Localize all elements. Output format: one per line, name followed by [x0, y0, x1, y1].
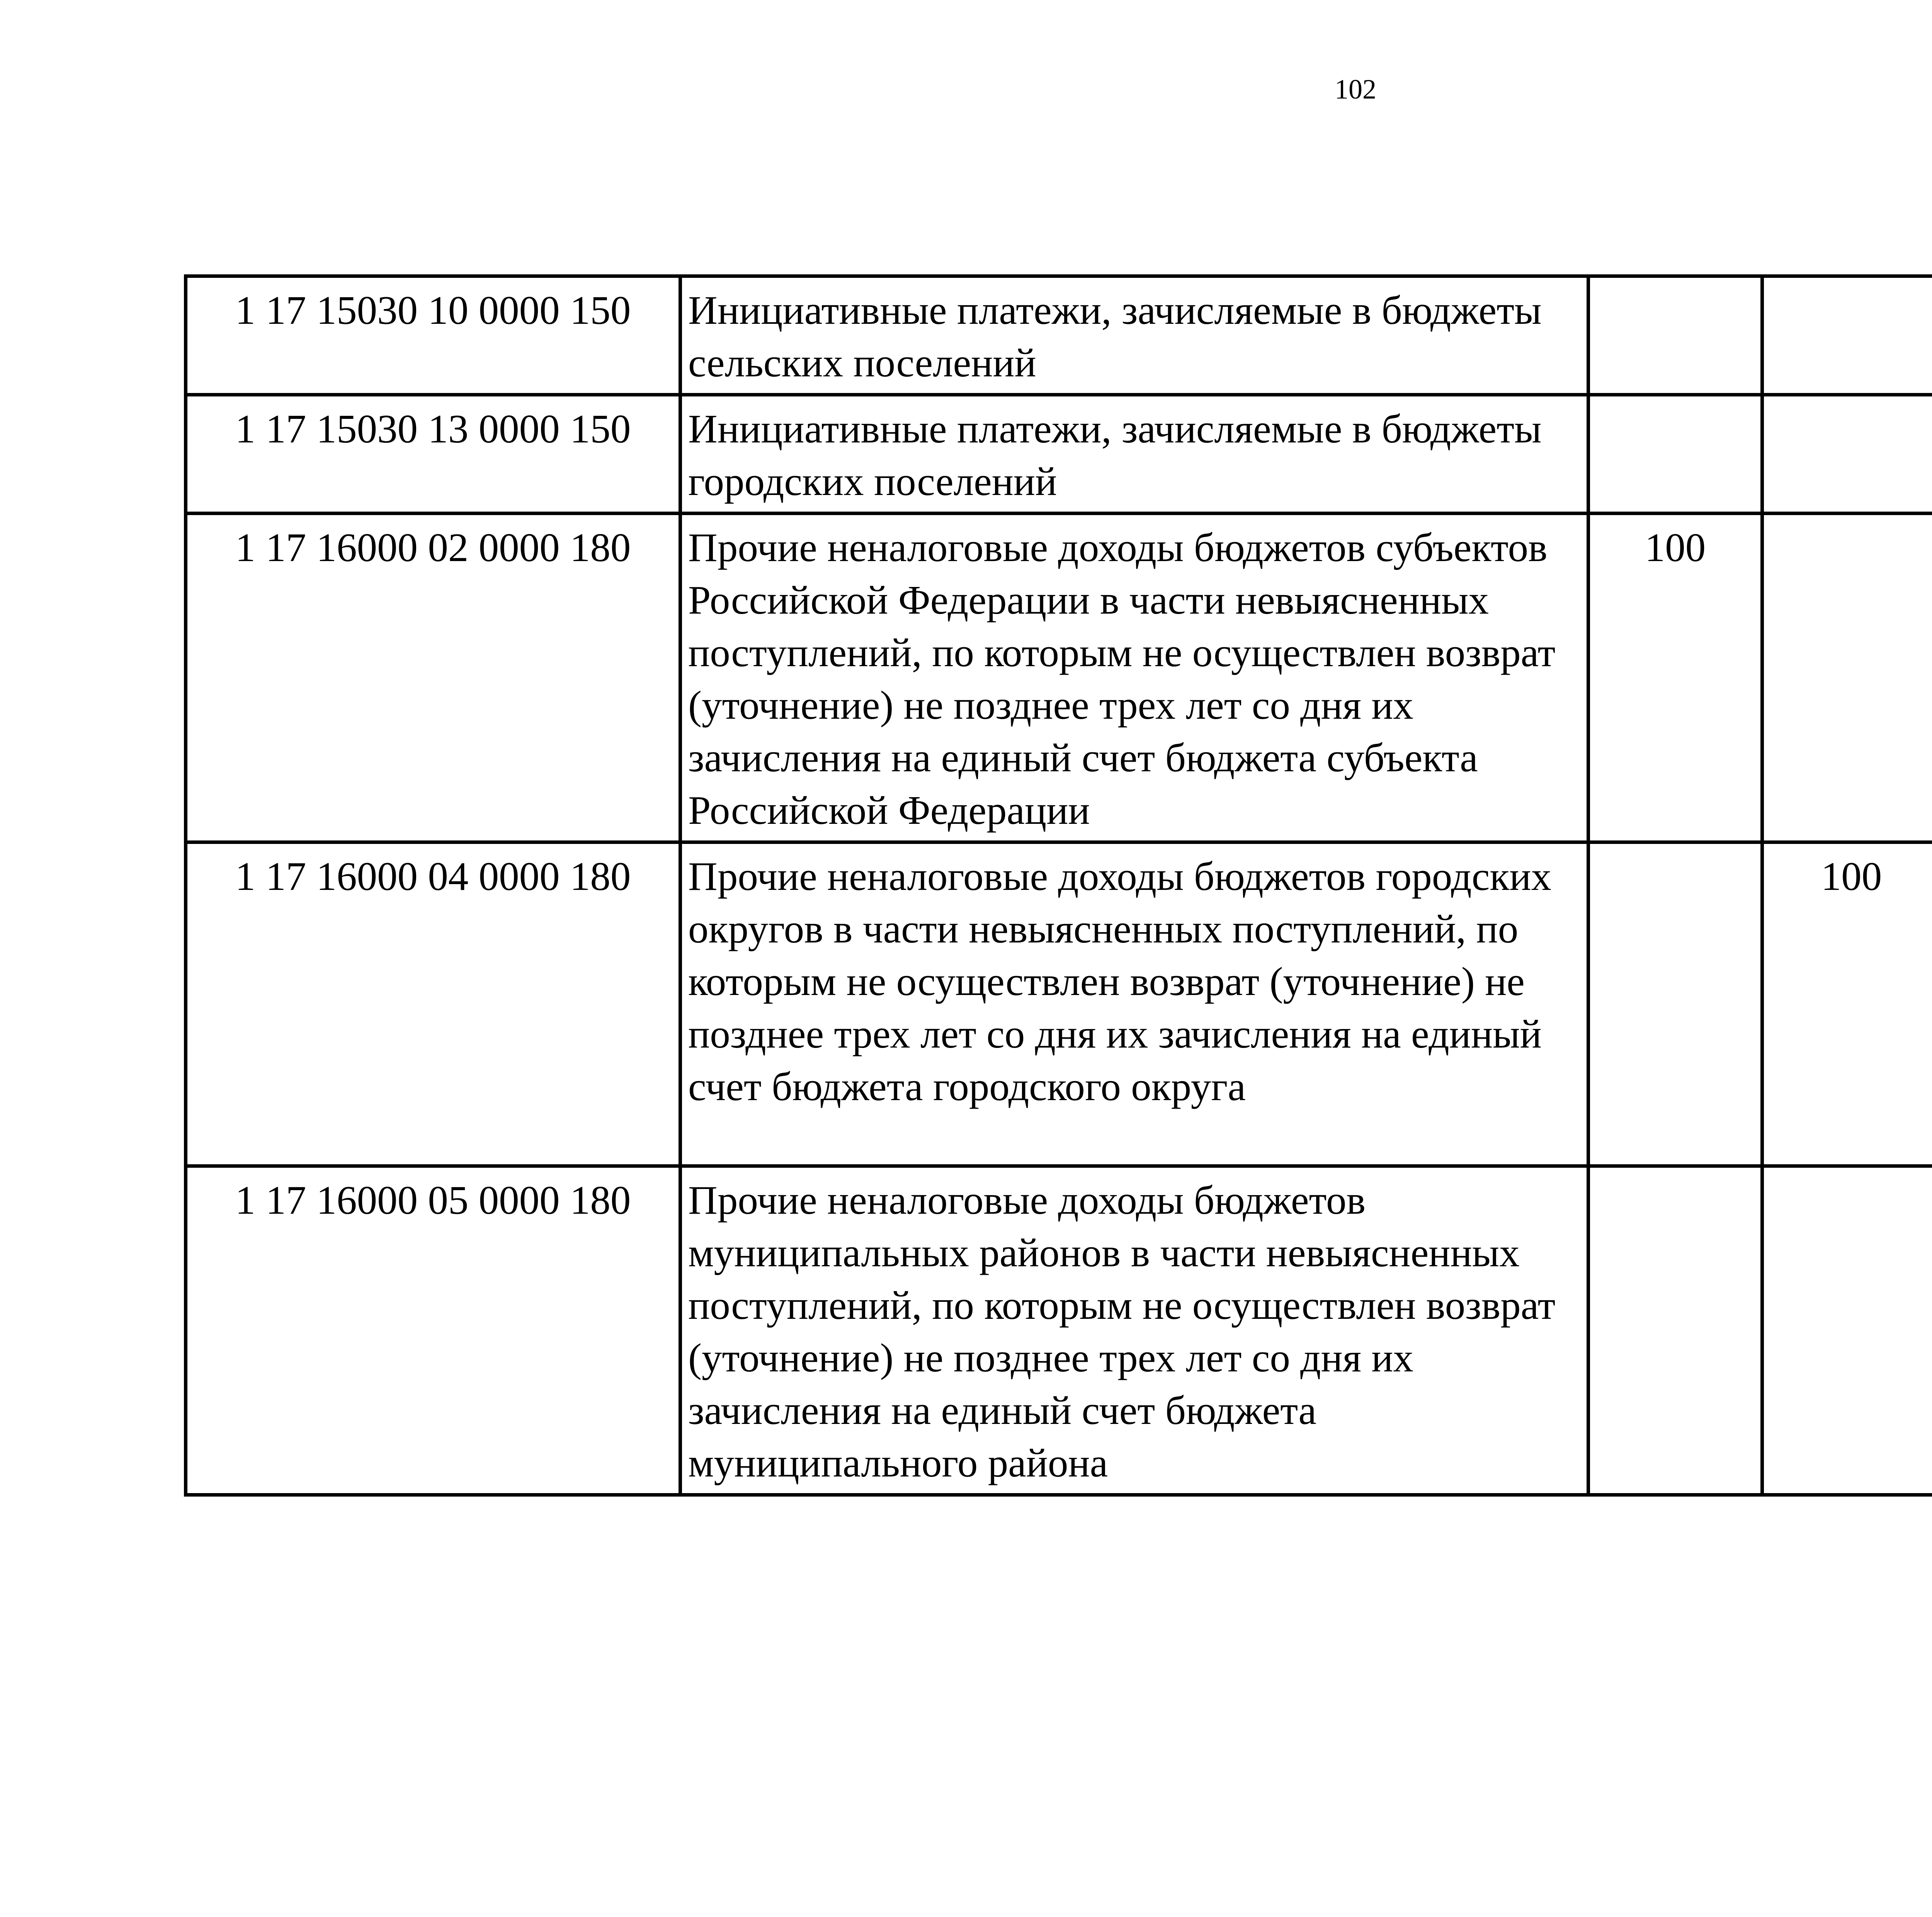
value-cell: [1588, 842, 1762, 1166]
value-cell: [1588, 395, 1762, 514]
description-cell: Инициативные платежи, зачисляемые в бюджеты городских поселений: [680, 395, 1588, 514]
budget-code-cell: 1 17 15030 10 0000 150: [186, 276, 680, 395]
table-row: [186, 395, 1932, 514]
value-cell: [1762, 276, 1932, 395]
value-cell: [1762, 395, 1932, 514]
budget-code-cell: 1 17 16000 05 0000 180: [186, 1166, 680, 1495]
budget-code-cell: 1 17 16000 04 0000 180: [186, 842, 680, 1166]
budget-code-cell: 1 17 16000 02 0000 180: [186, 514, 680, 842]
page-number: 102: [1335, 74, 1376, 105]
description-cell: Инициативные платежи, зачисляемые в бюджеты сельских поселений: [680, 276, 1588, 395]
description-cell: Прочие неналоговые доходы бюджетов муниципальных районов в части невыясненных поступлений, по которым не осуществлен возврат (уточнение) не позднее трех лет со дня их зачисления на единый счет бюджета муниципального района: [680, 1166, 1588, 1495]
value-cell: [1762, 514, 1932, 842]
value-cell: 100: [1588, 514, 1762, 842]
table-row: [186, 842, 1932, 1166]
value-cell: 100: [1762, 842, 1932, 1166]
table-row: [186, 514, 1932, 842]
description-cell: Прочие неналоговые доходы бюджетов субъектов Российской Федерации в части невыясненных поступлений, по которым не осуществлен возврат (уточнение) не позднее трех лет со дня их зачисления на единый счет бюджета субъекта Российской Федерации: [680, 514, 1588, 842]
value-cell: [1588, 1166, 1762, 1495]
value-cell: [1588, 276, 1762, 395]
budget-revenue-table: [184, 274, 1932, 1497]
description-cell: Прочие неналоговые доходы бюджетов городских округов в части невыясненных поступлений, по которым не осуществлен возврат (уточнение) не позднее трех лет со дня их зачисления на единый счет бюджета городского округа: [680, 842, 1588, 1166]
table-row: [186, 276, 1932, 395]
value-cell: [1762, 1166, 1932, 1495]
table-row: [186, 1166, 1932, 1495]
budget-code-cell: 1 17 15030 13 0000 150: [186, 395, 680, 514]
